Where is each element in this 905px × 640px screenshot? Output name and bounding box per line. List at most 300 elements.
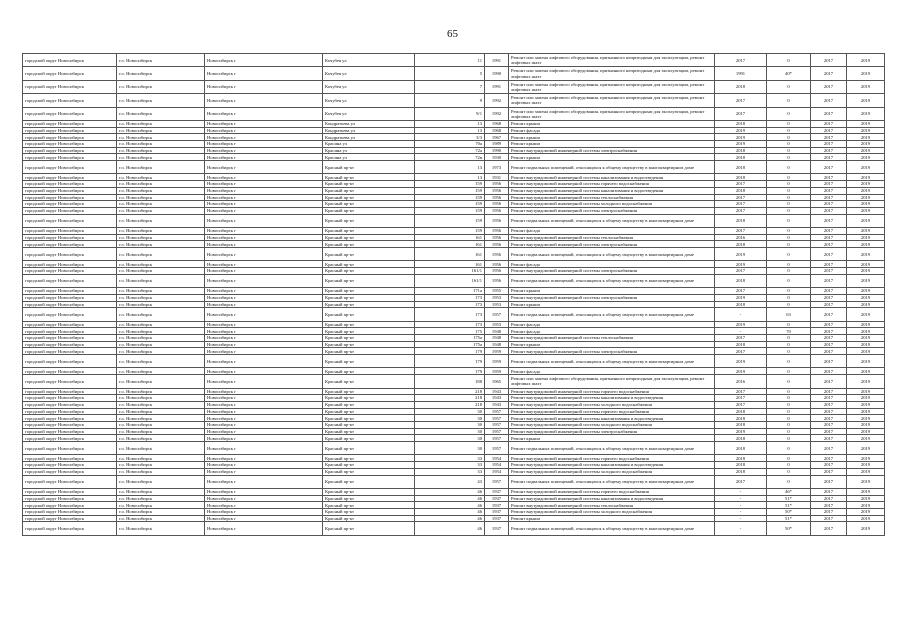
table-row bbox=[23, 395, 885, 402]
cell-year: 1991 bbox=[485, 80, 509, 93]
cell-plan-to: 2019 bbox=[847, 181, 885, 188]
cell-plan-from: 2017 bbox=[811, 495, 847, 502]
cell-flag: 51* bbox=[767, 502, 811, 509]
cell-plan-to: 2019 bbox=[847, 187, 885, 194]
table-row bbox=[23, 328, 885, 335]
cell-flag: 0 bbox=[767, 468, 811, 475]
cell-okrug: г.о. Новосибирск bbox=[117, 234, 205, 241]
cell-plan-from: 2017 bbox=[811, 422, 847, 429]
cell-city: Новосибирск г bbox=[205, 475, 323, 488]
cell-flag: 0 bbox=[767, 455, 811, 462]
cell-house: 30 bbox=[415, 415, 485, 422]
cell-city: Новосибирск г bbox=[205, 80, 323, 93]
cell-plan-from: 2017 bbox=[811, 415, 847, 422]
cell-house: 72в bbox=[415, 154, 485, 161]
cell-okrug: г.о. Новосибирск bbox=[117, 442, 205, 455]
cell-flag: 0 bbox=[767, 241, 811, 248]
cell-city: Новосибирск г bbox=[205, 341, 323, 348]
cell-district: городской округ Новосибирск bbox=[23, 495, 117, 502]
cell-plan-from: 2017 bbox=[811, 214, 847, 227]
cell-work: Ремонт внутридомовой инженерной системы электроснабжения bbox=[509, 428, 715, 435]
table-row bbox=[23, 54, 885, 67]
cell-year-plan: - bbox=[715, 328, 767, 335]
cell-okrug: г.о. Новосибирск bbox=[117, 194, 205, 201]
cell-work: Ремонт внутридомовой инженерной системы электроснабжения bbox=[509, 348, 715, 355]
cell-street: Красный пр-кт bbox=[323, 308, 415, 321]
cell-work: Ремонт внутридомовой инженерной системы канализования и водоотведения bbox=[509, 462, 715, 469]
table-row bbox=[23, 388, 885, 395]
cell-house: 9 bbox=[415, 94, 485, 107]
cell-city: Новосибирск г bbox=[205, 375, 323, 388]
cell-house: 33 bbox=[415, 455, 485, 462]
cell-flag: 0 bbox=[767, 288, 811, 295]
cell-house: 171а bbox=[415, 288, 485, 295]
cell-house: 46 bbox=[415, 495, 485, 502]
cell-plan-from: 2017 bbox=[811, 201, 847, 208]
cell-city: Новосибирск г bbox=[205, 268, 323, 275]
cell-plan-from: 2017 bbox=[811, 502, 847, 509]
table-body bbox=[23, 54, 885, 536]
cell-district: городской округ Новосибирск bbox=[23, 388, 117, 395]
cell-house: 159 bbox=[415, 187, 485, 194]
cell-city: Новосибирск г bbox=[205, 147, 323, 154]
cell-district: городской округ Новосибирск bbox=[23, 475, 117, 488]
cell-plan-from: 2017 bbox=[811, 187, 847, 194]
cell-flag: 51* bbox=[767, 495, 811, 502]
cell-year-plan: 2017 bbox=[715, 288, 767, 295]
cell-street: Красный пр-кт bbox=[323, 214, 415, 227]
cell-street: Кондратьева ул bbox=[323, 120, 415, 127]
cell-district: городской округ Новосибирск bbox=[23, 268, 117, 275]
cell-work: Ремонт крыши bbox=[509, 120, 715, 127]
cell-year: 1968 bbox=[485, 127, 509, 134]
cell-city: Новосибирск г bbox=[205, 462, 323, 469]
cell-city: Новосибирск г bbox=[205, 234, 323, 241]
cell-work: Ремонт внутридомовой инженерной системы электроснабжения bbox=[509, 147, 715, 154]
cell-okrug: г.о. Новосибирск bbox=[117, 415, 205, 422]
cell-okrug: г.о. Новосибирск bbox=[117, 335, 205, 342]
table-row bbox=[23, 261, 885, 268]
table-row bbox=[23, 127, 885, 134]
table-row bbox=[23, 234, 885, 241]
cell-flag: 0 bbox=[767, 80, 811, 93]
cell-work: Ремонт подвальных помещений, относящихся к общему имуществу в многоквартирном доме bbox=[509, 522, 715, 535]
cell-work: Ремонт фасада bbox=[509, 328, 715, 335]
cell-plan-to: 2019 bbox=[847, 261, 885, 268]
cell-flag: 0 bbox=[767, 187, 811, 194]
cell-city: Новосибирск г bbox=[205, 401, 323, 408]
cell-plan-to: 2019 bbox=[847, 141, 885, 148]
cell-flag: 0 bbox=[767, 355, 811, 368]
cell-street: Красный пр-кт bbox=[323, 268, 415, 275]
cell-plan-to: 2019 bbox=[847, 147, 885, 154]
cell-year-plan: - bbox=[715, 308, 767, 321]
cell-street: Красный пр-кт bbox=[323, 328, 415, 335]
cell-street: Красный пр-кт bbox=[323, 288, 415, 295]
cell-okrug: г.о. Новосибирск bbox=[117, 174, 205, 181]
cell-district: городской округ Новосибирск bbox=[23, 422, 117, 429]
cell-okrug: г.о. Новосибирск bbox=[117, 395, 205, 402]
cell-year: 1956 bbox=[485, 241, 509, 248]
cell-city: Новосибирск г bbox=[205, 335, 323, 342]
cell-plan-from: 2017 bbox=[811, 227, 847, 234]
cell-work: Ремонт внутридомовой инженерной системы канализования и водоотведения bbox=[509, 495, 715, 502]
cell-year-plan: - bbox=[715, 515, 767, 522]
cell-street: Кочубея ул bbox=[323, 107, 415, 120]
cell-plan-from: 2017 bbox=[811, 274, 847, 287]
cell-district: городской округ Новосибирск bbox=[23, 207, 117, 214]
cell-year-plan: 2018 bbox=[715, 435, 767, 442]
cell-year: 1937 bbox=[485, 515, 509, 522]
cell-okrug: г.о. Новосибирск bbox=[117, 428, 205, 435]
table-row bbox=[23, 294, 885, 301]
cell-city: Новосибирск г bbox=[205, 294, 323, 301]
cell-plan-from: 2017 bbox=[811, 475, 847, 488]
cell-year-plan: 2017 bbox=[715, 94, 767, 107]
cell-city: Новосибирск г bbox=[205, 488, 323, 495]
cell-plan-from: 2017 bbox=[811, 67, 847, 80]
cell-year: 1956 bbox=[485, 201, 509, 208]
cell-street: Кондратьева ул bbox=[323, 134, 415, 141]
cell-street: Красный пр-кт bbox=[323, 294, 415, 301]
cell-plan-from: 2017 bbox=[811, 288, 847, 295]
table-row bbox=[23, 268, 885, 275]
cell-year: 1957 bbox=[485, 422, 509, 429]
cell-work: Ремонт или замена лифтового оборудования, признанного непригодным для эксплуатации, ремонт лифтовых шахт bbox=[509, 107, 715, 120]
cell-year-plan: 2018 bbox=[715, 341, 767, 348]
cell-plan-to: 2019 bbox=[847, 415, 885, 422]
cell-district: городской округ Новосибирск bbox=[23, 127, 117, 134]
cell-okrug: г.о. Новосибирск bbox=[117, 294, 205, 301]
cell-district: городской округ Новосибирск bbox=[23, 161, 117, 174]
cell-house: 30 bbox=[415, 408, 485, 415]
cell-city: Новосибирск г bbox=[205, 388, 323, 395]
cell-work: Ремонт подвальных помещений, относящихся к общему имуществу в многоквартирном доме bbox=[509, 475, 715, 488]
cell-work: Ремонт внутридомовой инженерной системы теплоснабжения bbox=[509, 234, 715, 241]
cell-work: Ремонт подвальных помещений, относящихся к общему имуществу в многоквартирном доме bbox=[509, 274, 715, 287]
cell-house: 161 bbox=[415, 261, 485, 268]
table-row bbox=[23, 321, 885, 328]
table-row bbox=[23, 134, 885, 141]
table-row bbox=[23, 241, 885, 248]
cell-work: Ремонт подвальных помещений, относящихся к общему имуществу в многоквартирном доме bbox=[509, 442, 715, 455]
cell-plan-to: 2019 bbox=[847, 274, 885, 287]
cell-plan-to: 2019 bbox=[847, 395, 885, 402]
cell-district: городской округ Новосибирск bbox=[23, 508, 117, 515]
cell-okrug: г.о. Новосибирск bbox=[117, 515, 205, 522]
cell-year-plan: 2017 bbox=[715, 335, 767, 342]
cell-street: Красный пр-кт bbox=[323, 355, 415, 368]
cell-plan-to: 2019 bbox=[847, 154, 885, 161]
cell-house: 179 bbox=[415, 368, 485, 375]
cell-city: Новосибирск г bbox=[205, 181, 323, 188]
cell-plan-to: 2019 bbox=[847, 341, 885, 348]
cell-street: Красный пр-кт bbox=[323, 181, 415, 188]
cell-city: Новосибирск г bbox=[205, 241, 323, 248]
cell-work: Ремонт внутридомовой инженерной системы теплоснабжения bbox=[509, 502, 715, 509]
cell-work: Ремонт внутридомовой инженерной системы канализования и водоотведения bbox=[509, 395, 715, 402]
cell-district: городской округ Новосибирск bbox=[23, 415, 117, 422]
cell-okrug: г.о. Новосибирск bbox=[117, 261, 205, 268]
cell-plan-from: 2017 bbox=[811, 301, 847, 308]
cell-flag: 0 bbox=[767, 428, 811, 435]
cell-plan-from: 2017 bbox=[811, 455, 847, 462]
cell-okrug: г.о. Новосибирск bbox=[117, 462, 205, 469]
cell-street: Красный пр-кт bbox=[323, 442, 415, 455]
cell-year-plan: 2018 bbox=[715, 462, 767, 469]
cell-work: Ремонт фасада bbox=[509, 368, 715, 375]
cell-year: 1956 bbox=[485, 227, 509, 234]
cell-plan-from: 2017 bbox=[811, 408, 847, 415]
cell-okrug: г.о. Новосибирск bbox=[117, 67, 205, 80]
cell-flag: 0 bbox=[767, 94, 811, 107]
cell-plan-to: 2019 bbox=[847, 67, 885, 80]
cell-plan-to: 2019 bbox=[847, 488, 885, 495]
cell-year: 1931 bbox=[485, 174, 509, 181]
cell-plan-from: 2017 bbox=[811, 308, 847, 321]
cell-plan-from: 2017 bbox=[811, 321, 847, 328]
cell-city: Новосибирск г bbox=[205, 201, 323, 208]
cell-year: 1965 bbox=[485, 375, 509, 388]
cell-district: городской округ Новосибирск bbox=[23, 442, 117, 455]
cell-okrug: г.о. Новосибирск bbox=[117, 214, 205, 227]
cell-city: Новосибирск г bbox=[205, 328, 323, 335]
cell-house: 159 bbox=[415, 201, 485, 208]
table-row bbox=[23, 495, 885, 502]
cell-street: Красный пр-кт bbox=[323, 415, 415, 422]
cell-plan-to: 2019 bbox=[847, 442, 885, 455]
cell-house: 46 bbox=[415, 488, 485, 495]
cell-year-plan: 2018 bbox=[715, 422, 767, 429]
cell-street: Красный пр-кт bbox=[323, 241, 415, 248]
cell-district: городской округ Новосибирск bbox=[23, 502, 117, 509]
cell-flag: 0 bbox=[767, 154, 811, 161]
cell-year-plan: 2017 bbox=[715, 181, 767, 188]
cell-plan-from: 2017 bbox=[811, 395, 847, 402]
cell-okrug: г.о. Новосибирск bbox=[117, 161, 205, 174]
cell-house: 159 bbox=[415, 194, 485, 201]
cell-plan-from: 2017 bbox=[811, 401, 847, 408]
cell-year: 1953 bbox=[485, 321, 509, 328]
cell-plan-to: 2019 bbox=[847, 241, 885, 248]
cell-plan-from: 2017 bbox=[811, 241, 847, 248]
cell-okrug: г.о. Новосибирск bbox=[117, 141, 205, 148]
cell-work: Ремонт внутридомовой инженерной системы теплоснабжения bbox=[509, 335, 715, 342]
cell-street: Красный пр-кт bbox=[323, 395, 415, 402]
cell-street: Красный пр-кт bbox=[323, 435, 415, 442]
capital-repair-table bbox=[22, 53, 885, 536]
cell-district: городской округ Новосибирск bbox=[23, 375, 117, 388]
cell-plan-from: 2017 bbox=[811, 341, 847, 348]
cell-plan-from: 2017 bbox=[811, 388, 847, 395]
cell-year-plan: 2016 bbox=[715, 234, 767, 241]
cell-okrug: г.о. Новосибирск bbox=[117, 368, 205, 375]
table-row bbox=[23, 80, 885, 93]
cell-city: Новосибирск г bbox=[205, 141, 323, 148]
cell-district: городской округ Новосибирск bbox=[23, 355, 117, 368]
cell-street: Красный пр-кт bbox=[323, 508, 415, 515]
cell-street: Красный пр-кт bbox=[323, 408, 415, 415]
cell-year-plan: 2019 bbox=[715, 321, 767, 328]
cell-plan-to: 2019 bbox=[847, 308, 885, 321]
cell-street: Кочубея ул bbox=[323, 54, 415, 67]
cell-flag: 0 bbox=[767, 462, 811, 469]
cell-plan-from: 2017 bbox=[811, 375, 847, 388]
cell-house: 13 bbox=[415, 174, 485, 181]
cell-street: Красный пр-кт bbox=[323, 401, 415, 408]
cell-city: Новосибирск г bbox=[205, 67, 323, 80]
cell-okrug: г.о. Новосибирск bbox=[117, 348, 205, 355]
table-row bbox=[23, 94, 885, 107]
cell-year-plan: 2017 bbox=[715, 207, 767, 214]
cell-plan-to: 2019 bbox=[847, 355, 885, 368]
cell-plan-from: 2017 bbox=[811, 194, 847, 201]
cell-okrug: г.о. Новосибирск bbox=[117, 120, 205, 127]
cell-house: 173 bbox=[415, 294, 485, 301]
cell-okrug: г.о. Новосибирск bbox=[117, 408, 205, 415]
cell-city: Новосибирск г bbox=[205, 348, 323, 355]
cell-flag: 0 bbox=[767, 301, 811, 308]
cell-city: Новосибирск г bbox=[205, 415, 323, 422]
cell-plan-from: 2017 bbox=[811, 328, 847, 335]
cell-district: городской округ Новосибирск bbox=[23, 401, 117, 408]
cell-street: Красный пр-кт bbox=[323, 522, 415, 535]
cell-plan-to: 2019 bbox=[847, 435, 885, 442]
cell-work: Ремонт или замена лифтового оборудования, признанного непригодным для эксплуатации, ремонт лифтовых шахт bbox=[509, 67, 715, 80]
cell-year: 1954 bbox=[485, 455, 509, 462]
cell-okrug: г.о. Новосибирск bbox=[117, 154, 205, 161]
cell-district: городской округ Новосибирск bbox=[23, 94, 117, 107]
cell-okrug: г.о. Новосибирск bbox=[117, 94, 205, 107]
cell-year: 1943 bbox=[485, 395, 509, 402]
cell-year-plan: 2017 bbox=[715, 194, 767, 201]
cell-house: 11 bbox=[415, 54, 485, 67]
cell-plan-to: 2019 bbox=[847, 428, 885, 435]
cell-city: Новосибирск г bbox=[205, 522, 323, 535]
cell-flag: 0 bbox=[767, 435, 811, 442]
cell-street: Красный пр-кт bbox=[323, 488, 415, 495]
cell-okrug: г.о. Новосибирск bbox=[117, 495, 205, 502]
cell-plan-to: 2019 bbox=[847, 127, 885, 134]
cell-year: 1953 bbox=[485, 294, 509, 301]
cell-street: Красный пр-кт bbox=[323, 502, 415, 509]
cell-house: 7 bbox=[415, 80, 485, 93]
cell-street: Красный пр-кт bbox=[323, 388, 415, 395]
cell-city: Новосибирск г bbox=[205, 515, 323, 522]
cell-house: 173 bbox=[415, 308, 485, 321]
cell-year-plan: 2018 bbox=[715, 442, 767, 455]
cell-okrug: г.о. Новосибирск bbox=[117, 308, 205, 321]
cell-okrug: г.о. Новосибирск bbox=[117, 401, 205, 408]
cell-work: Ремонт фасада bbox=[509, 227, 715, 234]
cell-street: Красный пр-кт bbox=[323, 261, 415, 268]
cell-okrug: г.о. Новосибирск bbox=[117, 187, 205, 194]
cell-plan-to: 2019 bbox=[847, 348, 885, 355]
cell-flag: 0 bbox=[767, 395, 811, 402]
cell-okrug: г.о. Новосибирск bbox=[117, 435, 205, 442]
cell-okrug: г.о. Новосибирск bbox=[117, 341, 205, 348]
cell-flag: 0 bbox=[767, 388, 811, 395]
table-row bbox=[23, 348, 885, 355]
cell-flag: 0 bbox=[767, 161, 811, 174]
cell-district: городской округ Новосибирск bbox=[23, 308, 117, 321]
cell-year: 1937 bbox=[485, 522, 509, 535]
cell-plan-to: 2019 bbox=[847, 495, 885, 502]
cell-plan-to: 2019 bbox=[847, 408, 885, 415]
cell-street: Красный пр-кт bbox=[323, 207, 415, 214]
cell-house: 33 bbox=[415, 462, 485, 469]
cell-city: Новосибирск г bbox=[205, 207, 323, 214]
cell-year-plan: 2018 bbox=[715, 174, 767, 181]
cell-work: Ремонт крыши bbox=[509, 154, 715, 161]
cell-flag: 50* bbox=[767, 522, 811, 535]
cell-house: 161/1 bbox=[415, 274, 485, 287]
cell-work: Ремонт подвальных помещений, относящихся к общему имуществу в многоквартирном доме bbox=[509, 214, 715, 227]
cell-district: городской округ Новосибирск bbox=[23, 174, 117, 181]
table-row bbox=[23, 375, 885, 388]
cell-city: Новосибирск г bbox=[205, 227, 323, 234]
cell-street: Красный пр-кт bbox=[323, 161, 415, 174]
cell-flag: 40* bbox=[767, 67, 811, 80]
cell-work: Ремонт внутридомовой инженерной системы горячего водоснабжения bbox=[509, 388, 715, 395]
cell-city: Новосибирск г bbox=[205, 408, 323, 415]
cell-district: городской округ Новосибирск bbox=[23, 147, 117, 154]
cell-house: 72а bbox=[415, 147, 485, 154]
cell-city: Новосибирск г bbox=[205, 54, 323, 67]
table-row bbox=[23, 401, 885, 408]
cell-plan-from: 2017 bbox=[811, 234, 847, 241]
cell-house: 179 bbox=[415, 348, 485, 355]
cell-district: городской округ Новосибирск bbox=[23, 335, 117, 342]
cell-year: 1937 bbox=[485, 488, 509, 495]
table-row bbox=[23, 335, 885, 342]
cell-plan-to: 2019 bbox=[847, 321, 885, 328]
table-row bbox=[23, 515, 885, 522]
cell-flag: 0 bbox=[767, 408, 811, 415]
cell-district: городской округ Новосибирск bbox=[23, 80, 117, 93]
cell-street: Кондратьева ул bbox=[323, 127, 415, 134]
cell-street: Кочубея ул bbox=[323, 80, 415, 93]
cell-flag: 0 bbox=[767, 261, 811, 268]
cell-year: 1954 bbox=[485, 468, 509, 475]
cell-okrug: г.о. Новосибирск bbox=[117, 488, 205, 495]
cell-city: Новосибирск г bbox=[205, 495, 323, 502]
cell-work: Ремонт фасада bbox=[509, 127, 715, 134]
cell-plan-to: 2019 bbox=[847, 401, 885, 408]
cell-okrug: г.о. Новосибирск bbox=[117, 328, 205, 335]
cell-city: Новосибирск г bbox=[205, 321, 323, 328]
cell-district: городской округ Новосибирск bbox=[23, 462, 117, 469]
cell-year-plan: 2018 bbox=[715, 120, 767, 127]
table-row bbox=[23, 274, 885, 287]
cell-plan-from: 2017 bbox=[811, 127, 847, 134]
cell-district: городской округ Новосибирск bbox=[23, 120, 117, 127]
cell-city: Новосибирск г bbox=[205, 442, 323, 455]
table-row bbox=[23, 181, 885, 188]
cell-house: 13 bbox=[415, 161, 485, 174]
cell-district: городской округ Новосибирск bbox=[23, 488, 117, 495]
cell-year-plan: 2019 bbox=[715, 368, 767, 375]
cell-okrug: г.о. Новосибирск bbox=[117, 274, 205, 287]
cell-year: 1956 bbox=[485, 268, 509, 275]
cell-year: 1957 bbox=[485, 435, 509, 442]
table-row bbox=[23, 428, 885, 435]
cell-district: городской округ Новосибирск bbox=[23, 201, 117, 208]
cell-house: 175 bbox=[415, 328, 485, 335]
cell-year: 1956 bbox=[485, 214, 509, 227]
cell-street: Красный пр-кт bbox=[323, 475, 415, 488]
cell-street: Красный пр-кт bbox=[323, 368, 415, 375]
